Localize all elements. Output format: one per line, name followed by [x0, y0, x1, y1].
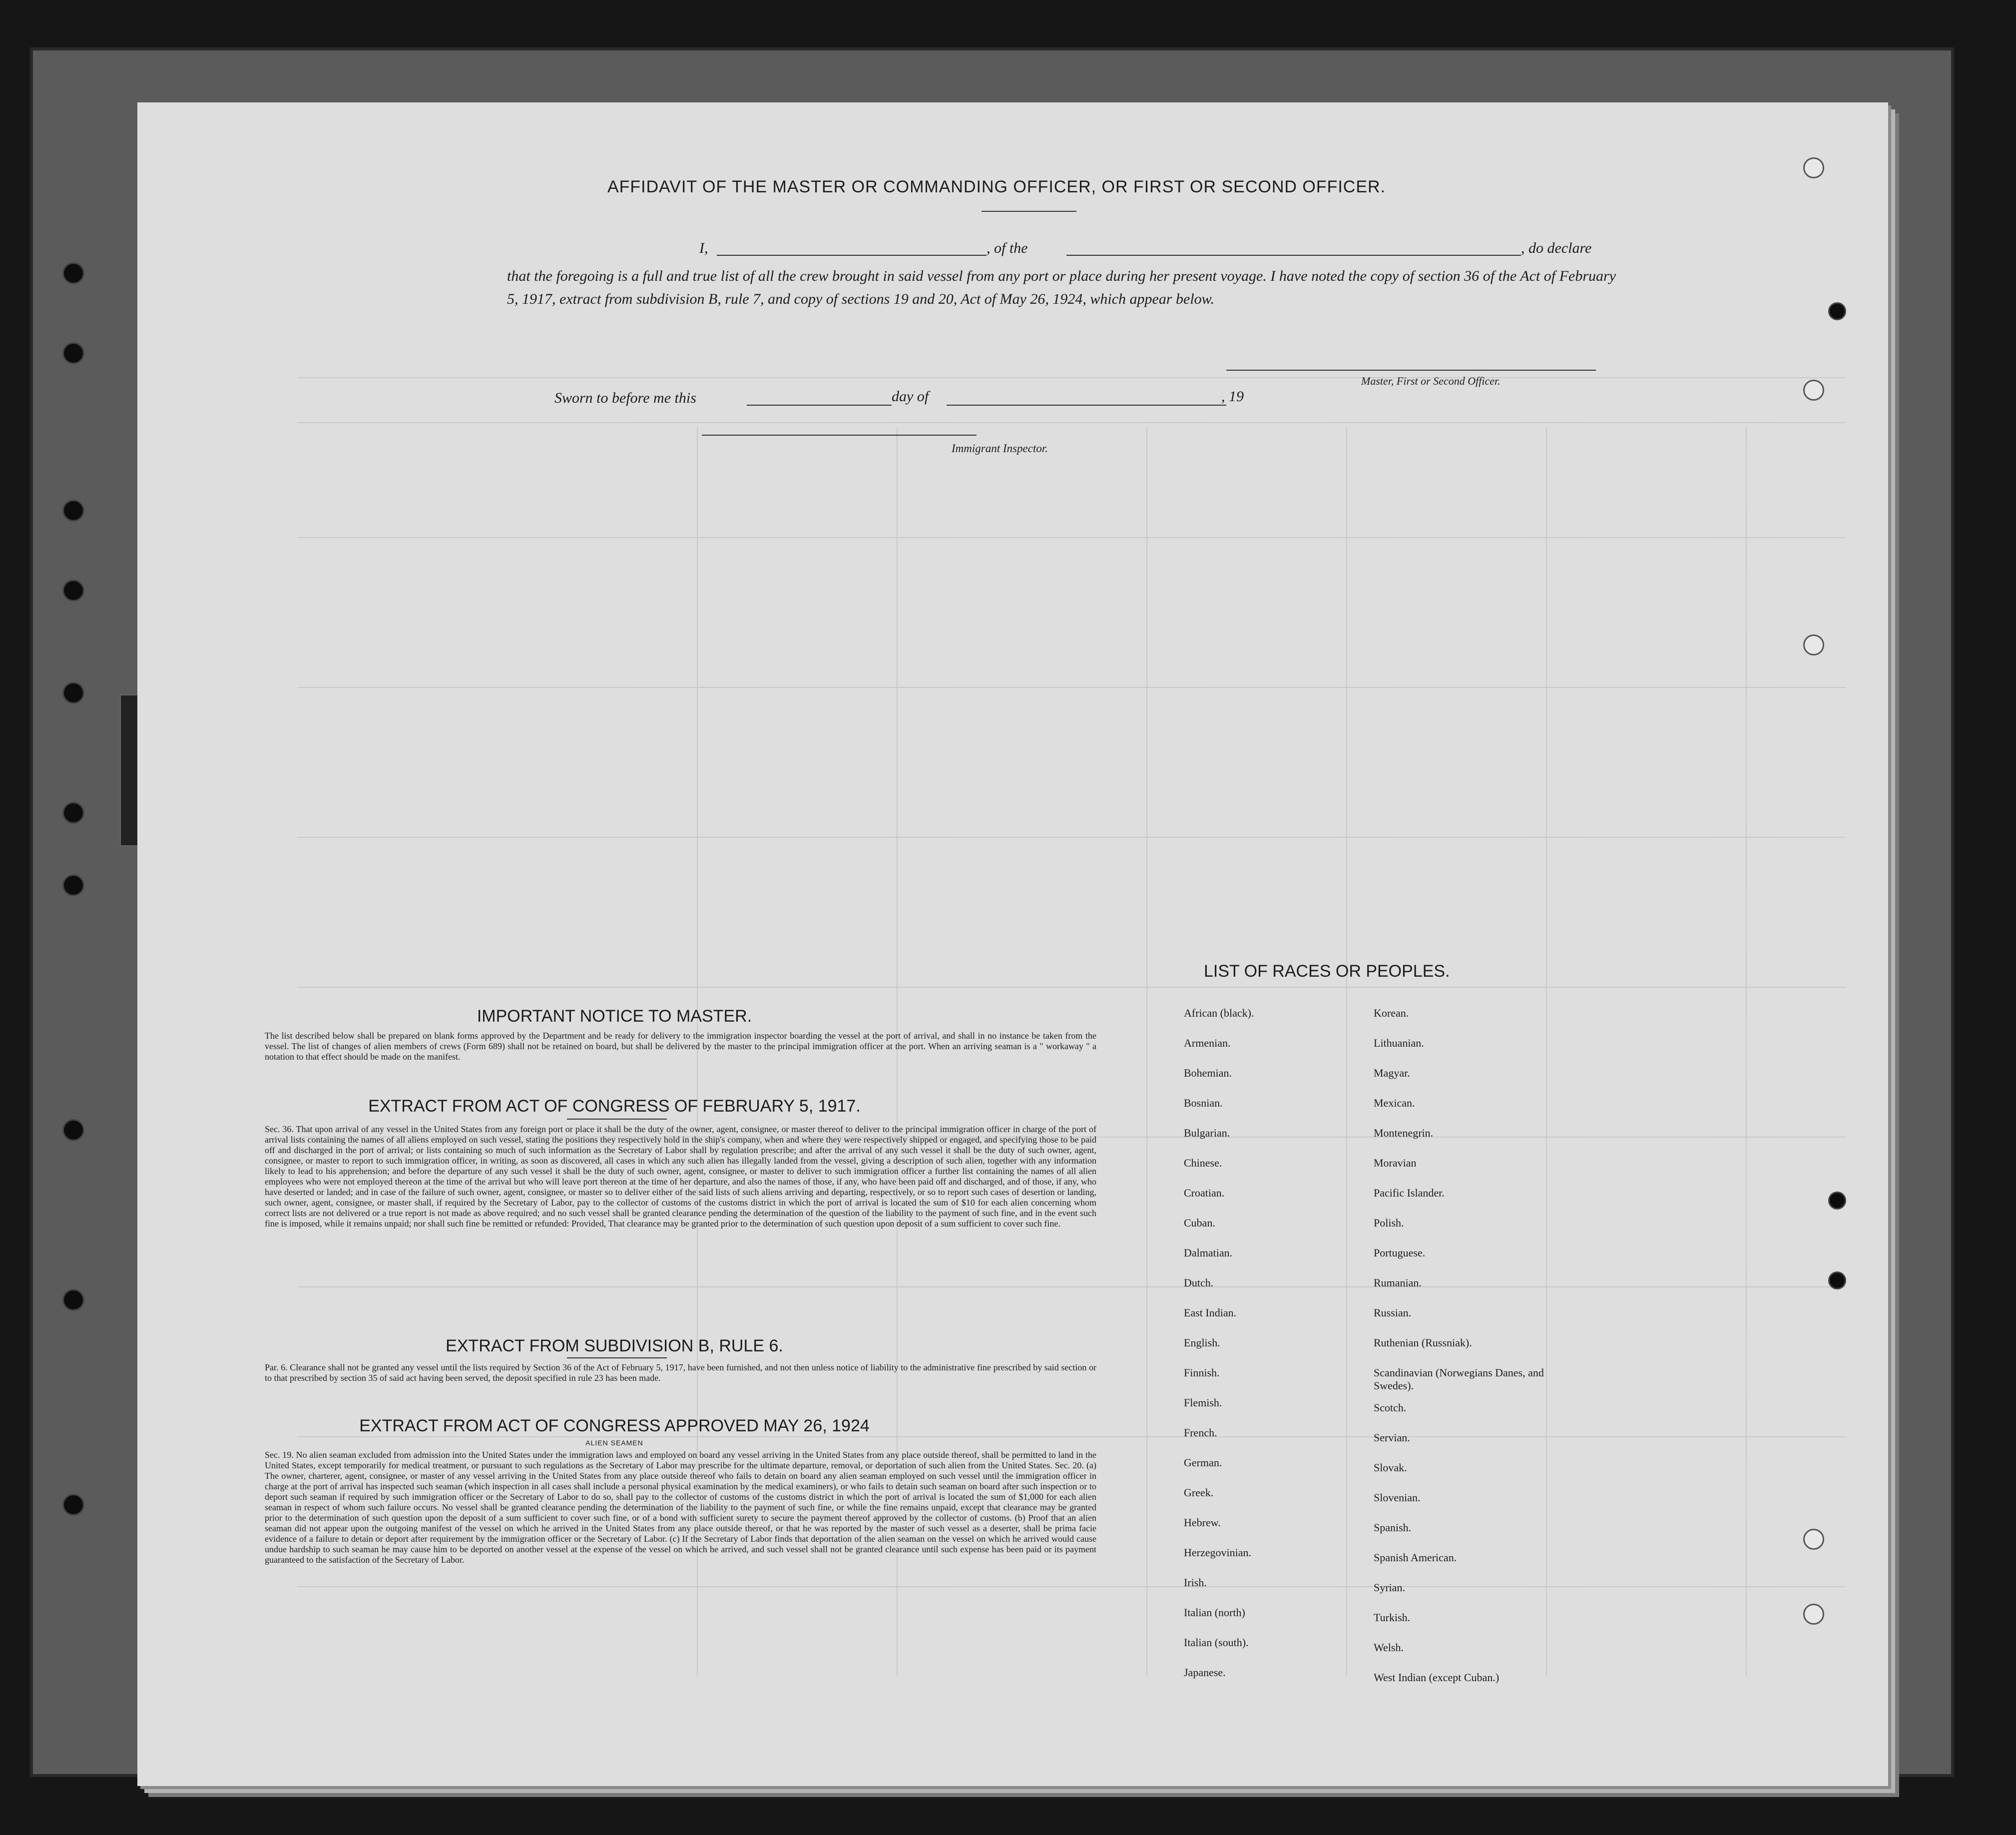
- binder-hole: [1828, 302, 1846, 320]
- binder-ring: [1803, 1604, 1824, 1625]
- race-item: Italian (south).: [1184, 1636, 1249, 1649]
- affidavit-title: AFFIDAVIT OF THE MASTER OR COMMANDING OFFICER, OR FIRST OR SECOND OFFICER.: [607, 177, 1386, 196]
- race-item: East Indian.: [1184, 1306, 1237, 1319]
- race-item: Greek.: [1184, 1486, 1214, 1499]
- race-item: Welsh.: [1374, 1641, 1404, 1654]
- race-item: Dalmatian.: [1184, 1246, 1233, 1259]
- race-item: Bulgarian.: [1184, 1127, 1230, 1139]
- race-item: Spanish American.: [1374, 1551, 1457, 1564]
- race-item: Ruthenian (Russniak).: [1374, 1336, 1472, 1349]
- race-item: English.: [1184, 1336, 1220, 1349]
- race-item: Mexican.: [1374, 1097, 1415, 1109]
- race-item: Polish.: [1374, 1217, 1404, 1229]
- binder-hole: [62, 342, 84, 364]
- race-item: Scandinavian (Norwegians Danes, and Swedes).: [1374, 1366, 1544, 1392]
- year-text: , 19: [1221, 388, 1244, 405]
- binder-ring: [1803, 380, 1824, 401]
- race-item: Croatian.: [1184, 1187, 1225, 1199]
- sworn-text: Sworn to before me this: [554, 390, 696, 406]
- divider: [567, 1119, 667, 1120]
- binder-ring: [1803, 634, 1824, 655]
- binder-hole: [62, 802, 84, 824]
- notice-title: IMPORTANT NOTICE TO MASTER.: [477, 1007, 752, 1026]
- race-item: Lithuanian.: [1374, 1037, 1424, 1049]
- race-item: Japanese.: [1184, 1666, 1226, 1679]
- inspector-label: Immigrant Inspector.: [952, 442, 1048, 455]
- race-item: Cuban.: [1184, 1217, 1215, 1229]
- binder-ring: [1803, 1529, 1824, 1550]
- race-item: Irish.: [1184, 1576, 1207, 1589]
- race-item: Bohemian.: [1184, 1067, 1232, 1079]
- binder-hole: [1828, 1271, 1846, 1289]
- extract-rule6-text: Par. 6. Clearance shall not be granted any vessel until the lists required by Section 36 of the Act of February 5, 1917, have been furnished, and not then unless notice of liability to the administrative fine prescribed by said section or to that prescribed by section 35 of said act having been served, the deposit specified in rule 23 has been made.: [265, 1362, 1096, 1383]
- race-item: Turkish.: [1374, 1611, 1411, 1624]
- month-line: [947, 405, 1226, 406]
- race-item: Syrian.: [1374, 1581, 1405, 1594]
- binder-hole: [62, 682, 84, 704]
- race-item: Armenian.: [1184, 1037, 1231, 1049]
- races-title: LIST OF RACES OR PEOPLES.: [1204, 962, 1450, 981]
- binder-hole: [62, 1289, 84, 1311]
- race-item: African (black).: [1184, 1007, 1254, 1019]
- vessel-blank-line: [1066, 255, 1521, 256]
- race-item: Pacific Islander.: [1374, 1187, 1445, 1199]
- race-item: West Indian (except Cuban.): [1374, 1671, 1500, 1684]
- extract-1924-title: EXTRACT FROM ACT OF CONGRESS APPROVED MAY 26, 1924: [359, 1416, 870, 1435]
- affidavit-i: I,: [699, 240, 708, 256]
- binder-hole: [62, 500, 84, 522]
- race-item: Flemish.: [1184, 1396, 1222, 1409]
- sworn-day-line: [747, 405, 892, 406]
- race-item: Rumanian.: [1374, 1276, 1422, 1289]
- binder-hole: [62, 580, 84, 602]
- name-blank-line: [717, 255, 987, 256]
- binder-hole: [62, 1119, 84, 1141]
- race-item: Bosnian.: [1184, 1097, 1223, 1109]
- race-item: Italian (north): [1184, 1606, 1245, 1619]
- race-item: Slovak.: [1374, 1461, 1407, 1474]
- binder-hole: [62, 1494, 84, 1516]
- document-page: [137, 102, 1888, 1786]
- race-item: Chinese.: [1184, 1157, 1222, 1169]
- extract-rule6-title: EXTRACT FROM SUBDIVISION B, RULE 6.: [446, 1336, 783, 1355]
- race-item: Magyar.: [1374, 1067, 1410, 1079]
- race-item: Korean.: [1374, 1007, 1409, 1019]
- extract-1924-subtitle: ALIEN SEAMEN: [585, 1439, 643, 1447]
- inspector-signature-line: [702, 435, 977, 436]
- binder-hole: [1828, 1192, 1846, 1210]
- extract-1924-text: Sec. 19. No alien seaman excluded from admission into the United States under the immigration laws and employed on board any vessel arriving in the United States from any place outside thereof, shall be permitted to land in the United States, except temporarily for medical treatment, or pursuant to such regulations as the Secretary of Labor may prescribe for the ultimate departure, removal, or deportation of such alien from the United States. Sec. 20. (a) The owner, charterer, agent, consignee, or master of any vessel arriving in the United States from any place outside thereof who fails to detain on board any alien seaman employed on such vessel until the immigration officer in charge at the port of arrival has inspected such seaman (which inspection in all cases shall include a personal physical examination by the medical examiners), or who fails to detain such seaman on board after such inspection or to deport such seaman if required by such immigration officer or the Secretary of Labor to do so, shall pay to the collector of customs of the customs district in which the port of arrival is located the sum of $1,000 for each alien seaman in respect of whom such failure occurs. No vessel shall be granted clearance pending the determination of the liability to the payment of such fine, or while the fine remains unpaid, except that clearance may be granted prior to the determination of such question upon the deposit of a sum sufficient to cover such fine, or of a bond with sufficient surety to secure the payment thereof approved by the collector of customs. (b) Proof that an alien seaman did not appear upon the outgoing manifest of the vessel on which he arrived in the United States from any place outside thereof, or that he was reported by the master of such vessel as a deserter, shall be prima facie evidence of a failure to detain or deport after requirement by the immigration officer or the Secretary of Labor. (c) If the Secretary of Labor finds that deportation of the alien seaman on the vessel on which he arrived would cause undue hardship to such seaman he may cause him to be deported on another vessel at the expense of the vessel on which he arrived, and such vessel shall not be granted clearance until such expense has been paid or its payment guaranteed to the satisfaction of the Secretary of Labor.: [265, 1450, 1096, 1565]
- race-item: Scotch.: [1374, 1401, 1407, 1414]
- race-item: Servian.: [1374, 1431, 1410, 1444]
- binder-hole: [62, 874, 84, 896]
- race-item: Montenegrin.: [1374, 1127, 1434, 1139]
- race-item: Dutch.: [1184, 1276, 1214, 1289]
- race-item: Moravian: [1374, 1157, 1417, 1169]
- extract-1917-text: Sec. 36. That upon arrival of any vessel in the United States from any foreign port or place it shall be the duty of the owner, agent, consignee, or master thereof to deliver to the principal immigration officer in charge of the port of arrival lists containing the names of all aliens employed on such vessel, stating the positions they respectively hold in the ship's company, when and where they were respectively shipped or engaged, and specifying those to be paid off and discharged in the port of arrival; or lists containing so much of such information as the Secretary of Labor shall by regulation prescribe; and after the arrival of any such vessel it shall be the duty of such owner, agent, consignee, or master to report to such immigration officer, in writing, as soon as discovered, all cases in which any such alien has illegally landed from the vessel, giving a description of such alien, together with any information likely to lead to his apprehension; and before the departure of any such vessel it shall be the duty of such owner, agent, consignee, or master to deliver to such immigration officer a further list containing the names of all alien employees who were not employed thereon at the time of the arrival but who will leave port thereon at the time of her departure, and also the names of those, if any, who have been paid off and discharged, and of those, if any, who have deserted or landed; and in case of the failure of such owner, agent, consignee, or master so to deliver either of the said lists of such aliens arriving and departing, respectively, or so to report such cases of desertion or landing, such owner, agent, consignee, or master shall, if required by the Secretary of Labor, pay to the collector of customs of the customs district in which the port of arrival is located the sum of $10 for each alien concerning whom correct lists are not delivered or a true report is not made as above required; and no such vessel shall be granted clearance pending the determination of the question of the liability to the payment of such fine, and in the event such fine is imposed, while it remains unpaid; nor shall such fine be remitted or refunded: Provided, That clearance may be granted prior to the determination of such question upon deposit of a sum sufficient to cover such fine.: [265, 1124, 1096, 1228]
- binder-hole: [62, 262, 84, 284]
- race-item: Spanish.: [1374, 1521, 1412, 1534]
- race-item: Hebrew.: [1184, 1516, 1221, 1529]
- affidavit-body: that the foregoing is a full and true list of all the crew brought in said vessel from any port or place during her present voyage. I have noted the copy of section 36 of the Act of February 5, 1917, extract from subdivision B, rule 7, and copy of sections 19 and 20, Act of May 26, 1924, which appear below.: [507, 268, 1616, 307]
- race-item: Slovenian.: [1374, 1491, 1421, 1504]
- affidavit-of-the: , of the: [987, 240, 1028, 256]
- signature-line: [1226, 370, 1596, 371]
- binder-ring: [1803, 157, 1824, 178]
- race-item: French.: [1184, 1426, 1217, 1439]
- notice-text: The list described below shall be prepared on blank forms approved by the Department and be ready for delivery to the immigration inspector boarding the vessel at the port of arrival, and shall in no instance be taken from the vessel. The list of changes of alien members of crews (Form 689) shall not be retained on board, but shall be delivered by the master to the principal immigration officer at the port. When an arriving seaman is a " workaway " a notation to that effect should be made on the manifest.: [265, 1031, 1096, 1062]
- divider: [567, 1357, 667, 1358]
- affidavit-do-declare: , do declare: [1521, 240, 1592, 256]
- race-item: Russian.: [1374, 1306, 1412, 1319]
- day-of-text: day of: [892, 388, 929, 405]
- extract-1917-title: EXTRACT FROM ACT OF CONGRESS OF FEBRUARY 5, 1917.: [368, 1097, 861, 1116]
- race-item: Portuguese.: [1374, 1246, 1426, 1259]
- master-label: Master, First or Second Officer.: [1361, 375, 1501, 387]
- race-item: Herzegovinian.: [1184, 1546, 1251, 1559]
- race-item: Finnish.: [1184, 1366, 1220, 1379]
- race-item: German.: [1184, 1456, 1222, 1469]
